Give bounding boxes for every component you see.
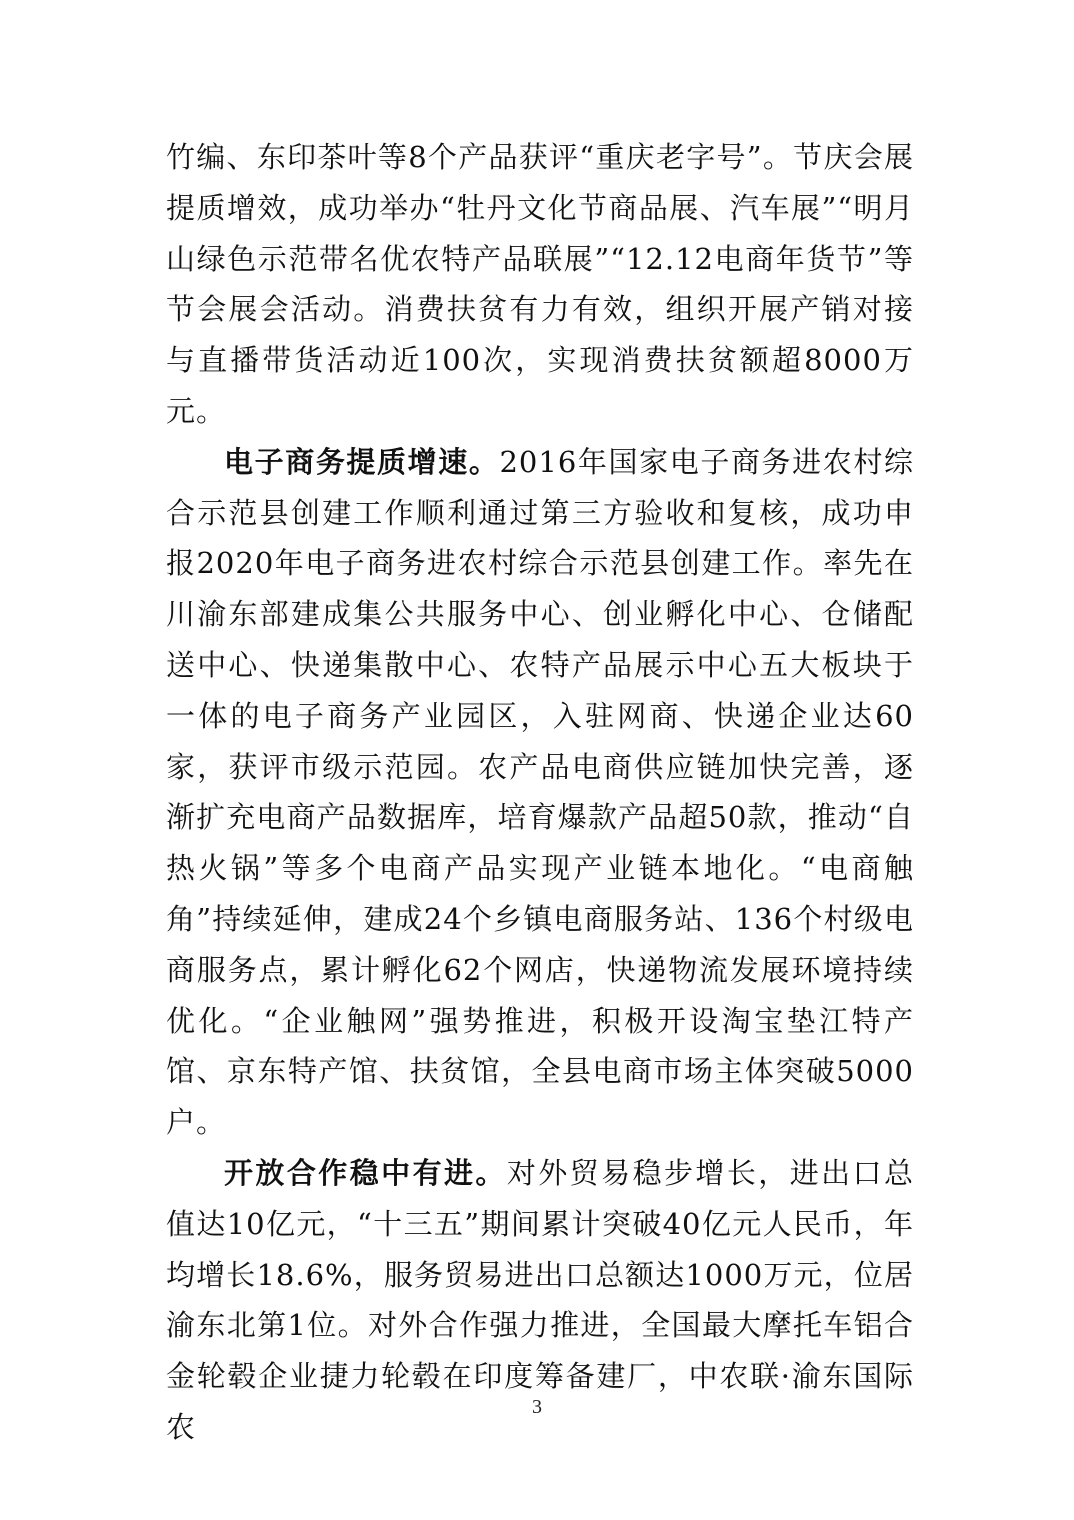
paragraph-lead: 电子商务提质增速。 (224, 444, 500, 479)
page-number: 3 (532, 1396, 542, 1418)
paragraph-body: 2016年国家电子商务进农村综合示范县创建工作顺利通过第三方验收和复核，成功申报2020年电子商务进农村综合示范县创建工作。率先在川渝东部建成集公共服务中心、创业孵化中心、仓储配送中心、快递集散中心、农特产品展示中心五大板块于一体的电子商务产业园区，入驻网商、快递企业达60家，获评市级示范园。农产品电商供应链加快完善，逐渐扩充电商产品数据库，培育爆款产品超50款，推动“自热火锅”等多个电商产品实现产业链本地化。“电商触角”持续延伸，建成24个乡镇电商服务站、136个村级电商服务点，累计孵化62个网店，快递物流发展环境持续优化。“企业触网”强势推进，积极开设淘宝垫江特产馆、京东特产馆、扶贫馆，全县电商市场主体突破5000户。 (166, 444, 914, 1140)
paragraph-body: 竹编、东印茶叶等8个产品获评“重庆老字号”。节庆会展提质增效，成功举办“牡丹文化节商品展、汽车展”“明月山绿色示范带名优农特产品联展”“12.12电商年货节”等节会展会活动。消费扶贫有力有效，组织开展产销对接与直播带货活动近100次，实现消费扶贫额超8000万元。 (166, 140, 914, 428)
paragraph-lead: 开放合作稳中有进。 (224, 1155, 507, 1190)
body-text (166, 132, 914, 1453)
paragraph-ecommerce (166, 437, 914, 1148)
paragraph-body: 对外贸易稳步增长，进出口总值达10亿元，“十三五”期间累计突破40亿元人民币，年均增长18.6%，服务贸易进出口总额达1000万元，位居渝东北第1位。对外合作强力推进，全国最大摩托车铝合金轮毂企业捷力轮毂在印度筹备建厂，中农联·渝东国际农 (166, 1155, 914, 1444)
paragraph-continuation (166, 132, 914, 437)
